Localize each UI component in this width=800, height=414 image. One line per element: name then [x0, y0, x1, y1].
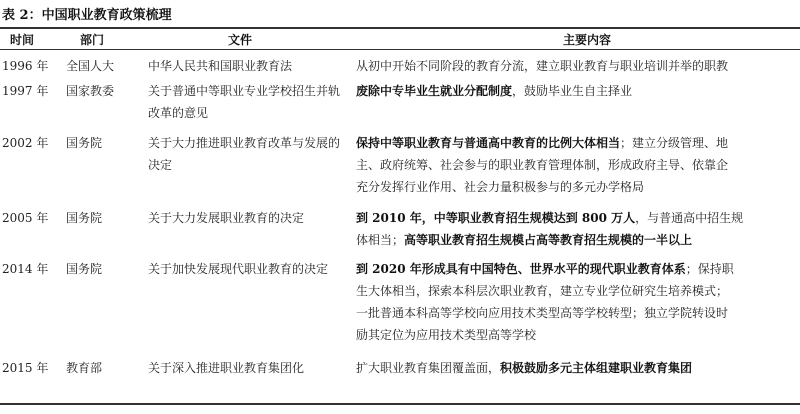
- row-doc: 中华人民共和国职业教育法: [148, 59, 293, 73]
- row-dept: 全国人大: [66, 59, 115, 73]
- row-dept: 国家教委: [66, 84, 115, 98]
- content-line: [356, 55, 800, 77]
- content-emphasis: 积极鼓励多元主体组建职业教育集团: [500, 361, 693, 375]
- header-doc: 文件: [228, 33, 253, 47]
- header-dept: 部门: [80, 33, 105, 47]
- table-caption: 表 2：中国职业教育政策梳理: [2, 8, 172, 23]
- row-time: 1997 年: [2, 84, 49, 98]
- content-line: [356, 132, 800, 154]
- row-content: [356, 357, 800, 379]
- row-doc: 关于普通中等职业专业学校招生并轨改革的意见: [148, 84, 341, 120]
- content-emphasis: 到 2010 年，中等职业教育招生规模达到 800 万人: [356, 211, 636, 225]
- content-line: [356, 357, 800, 379]
- row-time: 2015 年: [2, 361, 49, 375]
- content-line: [356, 229, 800, 251]
- row-doc: 关于深入推进职业教育集团化: [148, 361, 305, 375]
- content-text: ；建立分级管理、地: [620, 136, 729, 150]
- row-content: [356, 80, 800, 102]
- content-text: 生大体相当，探索本科层次职业教育，建立专业学位研究生培养模式；: [356, 284, 729, 298]
- content-text: ；保持职: [685, 262, 734, 276]
- content-text: 扩大职业教育集团覆盖面，: [356, 361, 501, 375]
- content-line: [356, 176, 800, 198]
- content-line: [356, 80, 800, 102]
- content-line: [356, 280, 800, 302]
- content-emphasis: 保持中等职业教育与普通高中教育的比例大体相当: [356, 136, 621, 150]
- row-content: [356, 55, 800, 77]
- row-dept: 国务院: [66, 262, 103, 276]
- row-doc: 关于大力发展职业教育的决定: [148, 211, 305, 225]
- content-text: 从初中开始不同阶段的教育分流，建立职业教育与职业培训并举的职教: [356, 59, 729, 73]
- content-emphasis: 到 2020 年形成具有中国特色、世界水平的现代职业教育体系: [356, 262, 686, 276]
- row-time: 1996 年: [2, 59, 49, 73]
- header-time: 时间: [10, 33, 35, 47]
- row-content: [356, 258, 800, 346]
- row-dept: 国务院: [66, 136, 103, 150]
- content-line: [356, 154, 800, 176]
- table-top-rule: [0, 27, 800, 29]
- row-time: 2002 年: [2, 136, 49, 150]
- content-line: [356, 302, 800, 324]
- content-text: 励其定位为应用技术类型高等学校: [356, 328, 537, 342]
- content-text: 主、政府统筹、社会参与的职业教育管理体制，形成政府主导、依靠企: [356, 158, 729, 172]
- header-content: 主要内容: [563, 33, 612, 47]
- row-doc: 关于加快发展现代职业教育的决定: [148, 262, 329, 276]
- content-text: 一批普通本科高等学校向应用技术类型高等学校转型；独立学院转设时: [356, 306, 729, 320]
- row-content: [356, 207, 800, 251]
- row-dept: 教育部: [66, 361, 103, 375]
- header-rule: [0, 49, 800, 50]
- content-emphasis: 废除中专毕业生就业分配制度: [356, 84, 513, 98]
- row-time: 2014 年: [2, 262, 49, 276]
- content-line: [356, 258, 800, 280]
- table-bottom-rule: [0, 403, 800, 405]
- row-dept: 国务院: [66, 211, 103, 225]
- row-time: 2005 年: [2, 211, 49, 225]
- content-line: [356, 324, 800, 346]
- content-text: ，鼓励毕业生自主择业: [512, 84, 633, 98]
- content-line: [356, 207, 800, 229]
- content-text: 体相当；: [356, 233, 405, 247]
- row-doc: 关于大力推进职业教育改革与发展的决定: [148, 136, 341, 172]
- content-text: ，与普通高中招生规: [635, 211, 744, 225]
- content-text: 充分发挥行业作用、社会力量积极参与的多元办学格局: [356, 180, 645, 194]
- content-emphasis: 高等职业教育招生规模占高等教育招生规模的一半以上: [404, 233, 693, 247]
- row-content: [356, 132, 800, 198]
